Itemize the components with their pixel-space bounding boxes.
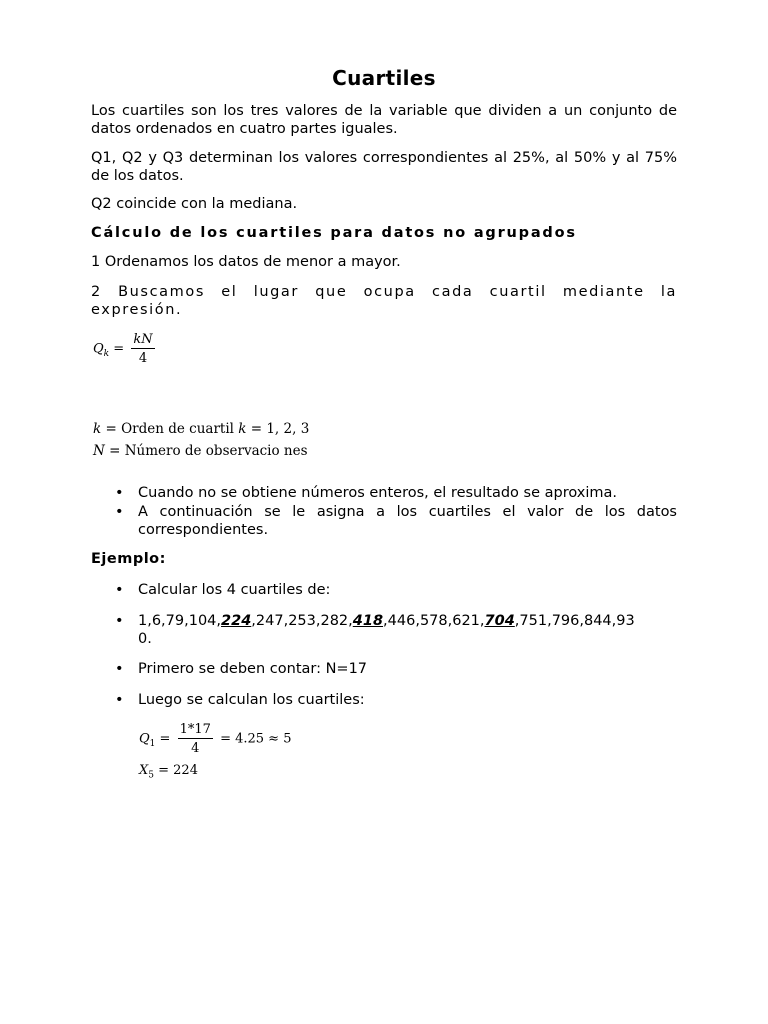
n-variable: N <box>93 443 105 459</box>
page-title: Cuartiles <box>332 66 436 90</box>
bullet-icon: • <box>115 661 124 677</box>
example-text-3: Primero se deben contar: N=17 <box>138 661 368 677</box>
k-definition-text: = Orden de cuartil <box>101 421 239 437</box>
formula-sub: k <box>103 349 110 360</box>
note-text-2: A continuación se le asigna a los cuartiles el valor de los datos correspondientes. <box>138 504 677 538</box>
q1-numerator: 1*17 <box>179 722 211 737</box>
bullet-icon: • <box>115 485 124 501</box>
n-definition-text: = Número de observacio nes <box>104 443 308 459</box>
example-text-4: Luego se calculan los cuartiles: <box>138 692 365 708</box>
bullet-icon: • <box>115 692 124 708</box>
highlighted-value-q3: 704 <box>484 613 515 629</box>
formula-denominator: 4 <box>138 351 148 366</box>
bullet-icon: • <box>115 613 124 629</box>
q1-calculation <box>139 722 291 756</box>
data-series: 1,6,79,104,224,247,253,282,418,446,578,621,704,751,796,844,93 0. <box>138 613 635 647</box>
quartile-position-formula <box>93 332 158 366</box>
note-text-1: Cuando no se obtiene números enteros, el resultado se aproxima. <box>138 485 617 501</box>
step-2: 2 Buscamos el lugar que ocupa cada cuartil mediante la expresión. <box>91 284 677 318</box>
k-variable: k <box>93 421 102 437</box>
intro-paragraph-3: Q2 coincide con la mediana. <box>91 196 298 212</box>
example-heading: Ejemplo: <box>91 551 166 567</box>
x5-sub: 5 <box>148 770 154 781</box>
bullet-icon: • <box>115 582 124 598</box>
step-1: 1 Ordenamos los datos de menor a mayor. <box>91 254 401 270</box>
q1-sub: 1 <box>149 739 156 750</box>
formula-eq: = <box>113 341 125 357</box>
x5-result: = 224 <box>158 763 198 778</box>
section-heading: Cálculo de los cuartiles para datos no agrupados <box>91 225 577 241</box>
k-variable-2: k <box>238 421 247 437</box>
q1-fraction <box>178 722 213 756</box>
q1-result: = 4.25 ≈ 5 <box>220 731 292 747</box>
formula-fraction <box>131 332 154 366</box>
q1-eq: = <box>159 731 171 747</box>
intro-paragraph-1: Los cuartiles son los tres valores de la variable que dividen a un conjunto de datos ordenados en cuatro partes iguales. <box>91 103 677 137</box>
highlighted-value-q1: 224 <box>221 613 252 629</box>
q1-lhs: Q <box>139 731 150 747</box>
formula-numerator: kN <box>133 332 153 347</box>
highlighted-value-q2: 418 <box>352 613 384 629</box>
formula-lhs: Q <box>93 341 104 357</box>
k-values: = 1, 2, 3 <box>246 421 310 437</box>
example-text-1: Calcular los 4 cuartiles de: <box>138 582 331 598</box>
x5-value <box>139 763 198 781</box>
intro-paragraph-2: Q1, Q2 y Q3 determinan los valores correspondientes al 25%, al 50% y al 75% de los datos. <box>91 150 677 184</box>
bullet-icon: • <box>115 504 124 520</box>
q1-denominator: 4 <box>191 741 200 756</box>
x5-lhs: X <box>139 763 149 778</box>
definition-n <box>93 443 308 459</box>
definition-k <box>93 421 309 437</box>
